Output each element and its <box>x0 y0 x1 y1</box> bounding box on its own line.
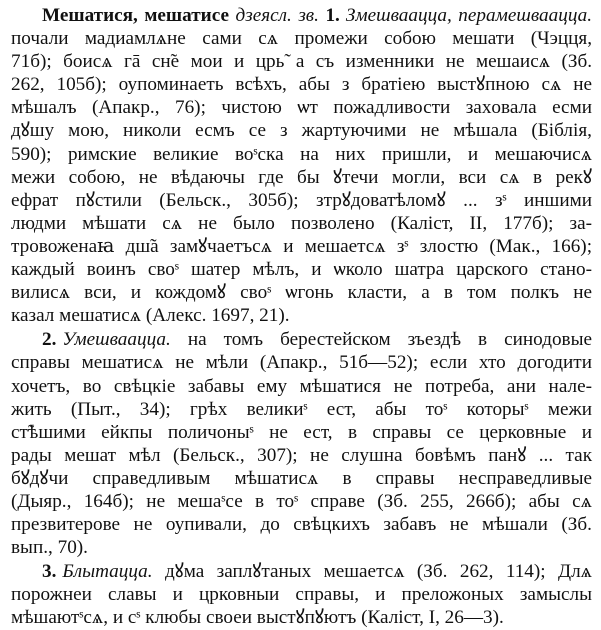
text-line: почали мадиамлѧне сами сѧ промежи собою мешати (Чэцця, <box>11 28 593 50</box>
text-line: хочетъ, во свѣцкіе забавы ему мѣшатися не потреба, ани нале- <box>11 375 592 397</box>
text-line: вып., 70). <box>11 537 88 559</box>
sense-number: 2. <box>42 329 57 351</box>
text-run: на томъ берестейском зъездѣ в синодовые <box>187 329 593 351</box>
text-line: 262, 105б); оупоминаеть всѣхъ, абы з братіею выстꙋпною сѧ не <box>11 74 592 96</box>
entry-sense-1 <box>11 4 592 327</box>
grammar-label: дзеясл. зв. <box>235 5 319 26</box>
text-line: ст̃ѣшими ейкпы поличоныˢ не ест, в справы се церковные и <box>11 421 592 443</box>
text-line: 71б); боисѧ гā сн̃е мои и црь̃ а съ изменники не мешаисѧ (Зб. <box>11 51 593 73</box>
sense-gloss: Блытацца. <box>62 561 153 583</box>
sense-gloss: Умешваацца. <box>62 329 171 351</box>
text-line: 590); римские великие воˢска на них пришли, и мешаючисѧ <box>11 143 592 165</box>
text-line: жить (Пыт., 34); грѣх великиˢ ест, абы тоˢ которыˢ межи <box>11 398 593 420</box>
sense-number: 1. <box>325 5 340 26</box>
entry-first-line <box>11 4 592 27</box>
sense-number: 3. <box>42 561 57 583</box>
headword: Мешатися, мешатисе <box>42 5 229 26</box>
text-line: дꙋшу мою, николи есмъ се з жартуючими не мѣшала (Біблія, <box>11 120 592 142</box>
text-line: вилисѧ вси, и кождомꙋ своˢ ѡгонь класти, а в том полкъ не <box>11 282 592 304</box>
text-run: дꙋма заплꙋтаных мешаетсѧ (Зб. 262, 114); Длѧ <box>164 561 592 583</box>
sense-first-line <box>11 560 592 583</box>
text-line: казал мешатисѧ (Алекс. 1697, 21). <box>11 305 290 327</box>
text-line: межи собою, не вѣдаючы где бы ꙋтечи могли, вси сѧ в рекꙋ <box>11 166 593 188</box>
text-line: мѣшаютˢсѧ, и cˢ клюбы своеи выстꙋпꙋютъ (Каліст, I, 26—3). <box>11 607 504 629</box>
sense-gloss: Змешваацца, перамешваацца. <box>345 5 593 26</box>
text-line: бꙋдꙋчи справедливым мѣшатиcѧ в справы несправедливые <box>11 467 593 489</box>
text-line: порожнеи славы и црковныи справы, и преложоных замыслы <box>11 584 592 606</box>
text-line: ефрат пꙋстили (Бельск., 305б); зтрꙋдоватѣломꙋ ... зˢ иншими <box>11 189 593 211</box>
entry-sense-3 <box>11 560 592 629</box>
text-line: (Дыяр., 164б); не мешаˢсе в тоˢ справе (Зб. 255, 266б); абы сѧ <box>11 490 592 512</box>
text-line: справы мешатисѧ не мѣли (Апакр., 51б—52); если хто догодити <box>11 352 592 374</box>
text-line: каждый воинъ своˢ шатер мѣлъ, и ѡколо шатра царского стано- <box>11 259 593 281</box>
text-line: людми мѣшати сѧ не было позволено (Каліст, II, 177б); за- <box>11 212 593 234</box>
text-line: рады мешат мѣл (Бельск., 307); не слушна бовѣмъ панꙋ ... так <box>11 444 593 466</box>
sense-first-line <box>11 328 592 351</box>
text-line: тровоженаꙗ дш̃а замꙋчаетъсѧ и мешаетсѧ зˢ злостю (Мак., 166); <box>11 235 593 257</box>
text-line: мѣшалъ (Апакр., 76); чистою ѡт пожадливости захoвала есми <box>11 97 592 119</box>
entry-sense-2 <box>11 328 592 559</box>
text-line: презвитерове не оупивали, до свѣцкихъ забавъ не мѣшали (Зб. <box>11 514 592 536</box>
